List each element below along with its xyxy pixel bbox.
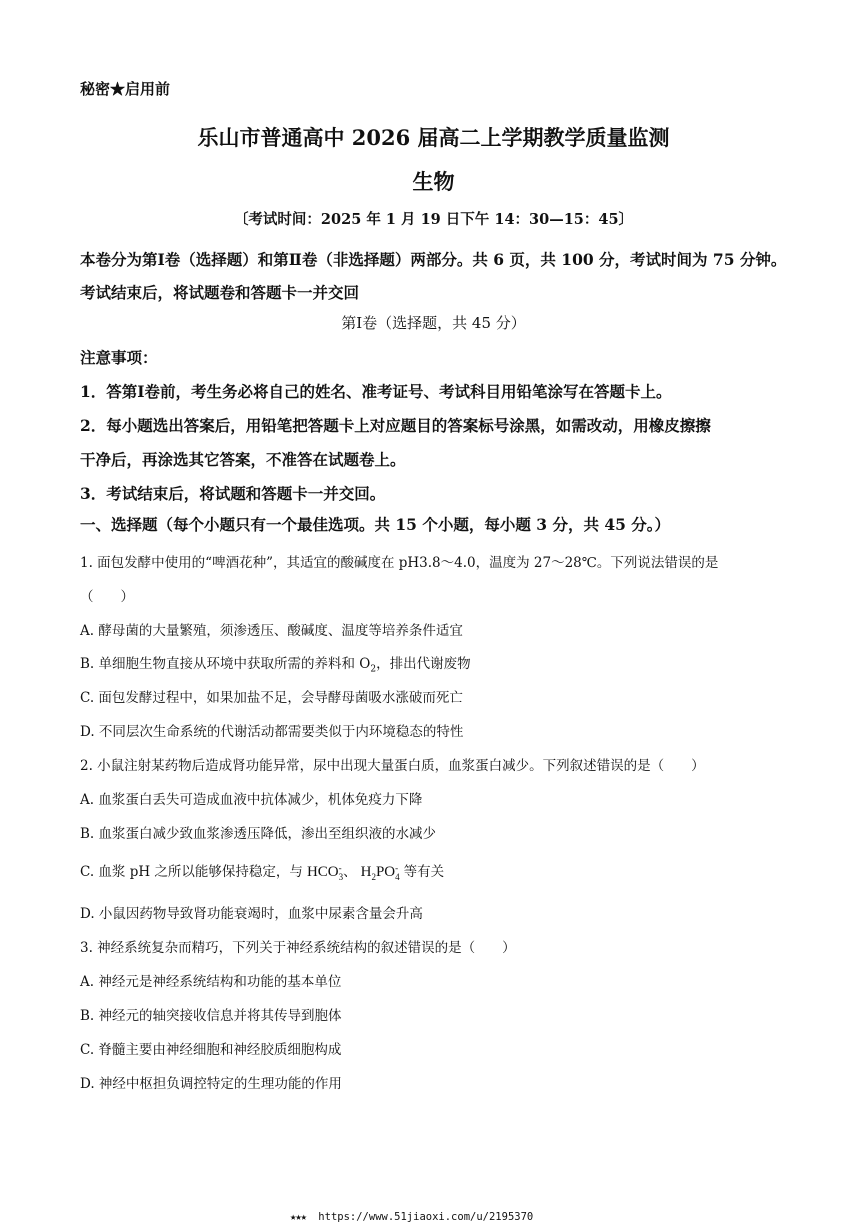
question-2-option-b: B. 血浆蛋白减少致血浆渗透压降低，渗出至组织液的水减少 xyxy=(80,826,437,842)
question-1-blank: （ ） xyxy=(80,589,134,605)
question-3-option-d: D. 神经中枢担负调控特定的生理功能的作用 xyxy=(80,1076,342,1092)
question-2-option-d: D. 小鼠因药物导致肾功能衰竭时，血浆中尿素含量会升高 xyxy=(80,906,423,922)
notice-item: 3．考试结束后，将试题和答题卡一并交回。 xyxy=(80,484,386,503)
question-2-stem: 2. 小鼠注射某药物后造成肾功能异常，尿中出现大量蛋白质，血浆蛋白减少。下列叙述错误的是（ ） xyxy=(80,758,705,774)
subject-title: 生物 xyxy=(412,169,455,194)
footer-stars: ★★★ xyxy=(290,1211,306,1223)
confidential-label: 秘密★启用前 xyxy=(80,80,171,98)
question-1-option-a: A. 酵母菌的大量繁殖，须渗透压、酸碱度、温度等培养条件适宜 xyxy=(80,623,463,639)
footer-url-link[interactable]: https://www.51jiaoxi.com/u/2195370 xyxy=(318,1211,534,1223)
question-3-option-a: A. 神经元是神经系统结构和功能的基本单位 xyxy=(80,974,342,990)
question-3-stem: 3. 神经系统复杂而精巧，下列关于神经系统结构的叙述错误的是（ ） xyxy=(80,940,516,956)
question-1-stem: 1. 面包发酵中使用的“啤酒花种”，其适宜的酸碱度在 pH3.8～4.0，温度为 27～28℃。下列说法错误的是 xyxy=(80,555,719,571)
notice-item: 2．每小题选出答案后，用铅笔把答题卡上对应题目的答案标号涂黑，如需改动，用橡皮擦擦 xyxy=(80,416,711,435)
question-2-option-c: C. 血浆 pH 之所以能够保持稳定，与 HCO - 3 、 $H_2PO$ - 4 等有关 xyxy=(80,862,445,882)
notice-item: 1．答第Ⅰ卷前，考生务必将自己的姓名、准考证号、考试科目用铅笔涂写在答题卡上。 xyxy=(80,382,672,401)
exam-title: 乐山市普通高中 2026 届高二上学期教学质量监测 xyxy=(197,125,670,150)
notice-heading: 注意事项： xyxy=(80,348,158,367)
question-1-option-c: C. 面包发酵过程中，如果加盐不足，会导酵母菌吸水涨破而死亡 xyxy=(80,690,463,706)
footer-source xyxy=(290,1211,533,1223)
section1-title: 一、选择题（每个小题只有一个最佳选项。共 15 个小题，每小题 3 分，共 45 分。） xyxy=(80,515,671,534)
exam-intro: 本卷分为第Ⅰ卷（选择题）和第Ⅱ卷（非选择题）两部分。共 6 页，共 100 分，考试时间为 75 分钟。考试结束后，将试题卷和答题卡一并交回 xyxy=(80,250,787,302)
volume1-title: 第Ⅰ卷（选择题，共 45 分） xyxy=(341,314,526,332)
question-1-option-d: D. 不同层次生命系统的代谢活动都需要类似于内环境稳态的特性 xyxy=(80,724,464,740)
question-1-option-b: B. 单细胞生物直接从环境中获取所需的养料和 $O_2$，排出代谢废物 xyxy=(80,656,471,675)
question-2-option-a: A. 血浆蛋白丢失可造成血液中抗体减少，机体免疫力下降 xyxy=(80,792,423,808)
question-3-option-b: B. 神经元的轴突接收信息并将其传导到胞体 xyxy=(80,1008,342,1024)
question-3-option-c: C. 脊髓主要由神经细胞和神经胶质细胞构成 xyxy=(80,1042,342,1058)
exam-time: 〔考试时间：2025 年 1 月 19 日下午 14：30—15：45〕 xyxy=(233,211,634,228)
notice-item: 干净后，再涂选其它答案，不准答在试题卷上。 xyxy=(80,450,406,469)
